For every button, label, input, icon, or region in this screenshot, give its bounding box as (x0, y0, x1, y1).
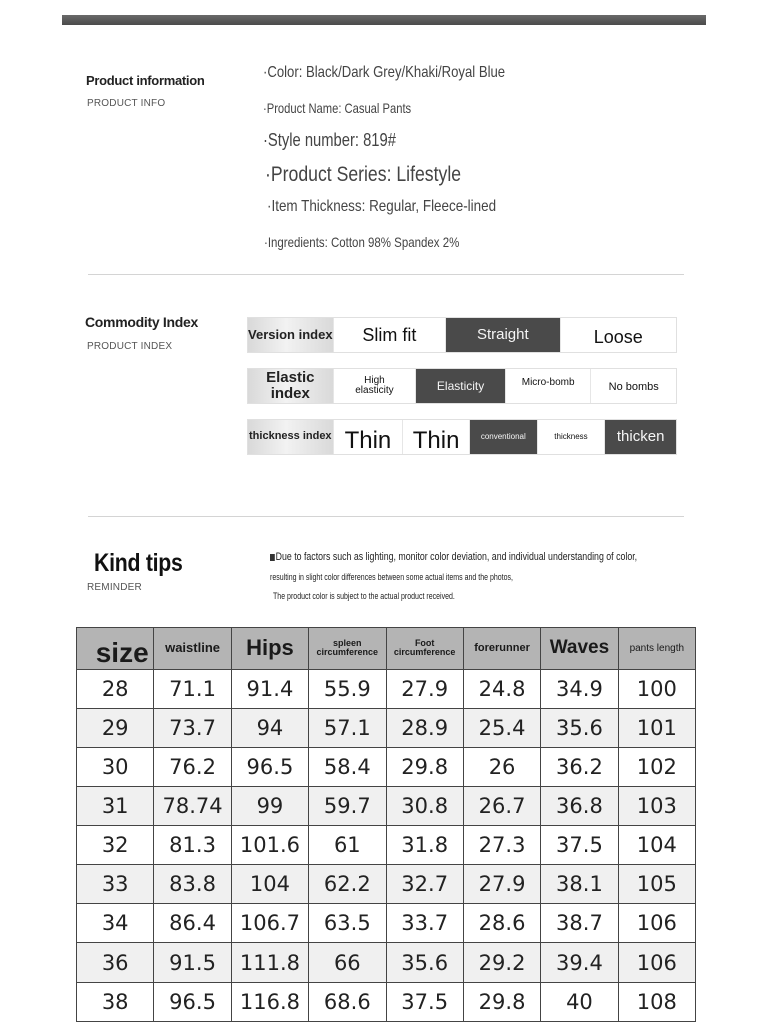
info-color: ·Color: Black/Dark Grey/Khaki/Royal Blue (263, 64, 506, 81)
elastic-index-label: Elastic index (248, 369, 334, 403)
info-product-series: ·Product Series: Lifestyle (265, 163, 462, 186)
cell-foot: 35.6 (386, 943, 463, 982)
kind-tips-subtitle: REMINDER (87, 582, 142, 593)
cell-waistline: 78.74 (154, 787, 231, 826)
cell-spleen: 55.9 (309, 669, 386, 708)
cell-pants-length: 104 (618, 826, 695, 865)
cell-forerunner: 25.4 (463, 708, 540, 747)
option-elasticity-selected: Elasticity (416, 369, 506, 403)
option-slim-fit: Slim fit (334, 318, 446, 352)
size-chart-table (76, 627, 696, 1022)
cell-pants-length: 106 (618, 943, 695, 982)
cell-waves: 34.9 (541, 669, 618, 708)
kind-tips-title: Kind tips (94, 549, 183, 577)
cell-forerunner: 27.3 (463, 826, 540, 865)
cell-forerunner: 26 (463, 747, 540, 786)
cell-forerunner: 26.7 (463, 787, 540, 826)
header-foot-circumference: Foot circumference (386, 628, 463, 670)
header-hips: Hips (231, 628, 308, 670)
table-row (77, 943, 696, 982)
cell-pants-length: 103 (618, 787, 695, 826)
cell-forerunner: 29.8 (463, 982, 540, 1021)
cell-waves: 36.8 (541, 787, 618, 826)
table-row (77, 982, 696, 1021)
cell-hips: 106.7 (231, 904, 308, 943)
option-thickness: thickness (538, 420, 606, 454)
cell-waistline: 76.2 (154, 747, 231, 786)
cell-hips: 99 (231, 787, 308, 826)
option-conventional-selected: conventional (470, 420, 538, 454)
version-index-row (247, 317, 677, 353)
table-row (77, 787, 696, 826)
tips-line-3: The product color is subject to the actual product received. (273, 591, 455, 601)
option-thicken-selected: thicken (605, 420, 676, 454)
cell-hips: 94 (231, 708, 308, 747)
header-waves: Waves (541, 628, 618, 670)
cell-waves: 35.6 (541, 708, 618, 747)
commodity-index-subtitle: PRODUCT INDEX (87, 341, 173, 352)
section-divider (88, 274, 684, 275)
tips-line-2: resulting in slight color differences between some actual items and the photos, (270, 572, 513, 582)
thickness-index-row (247, 419, 677, 455)
cell-pants-length: 108 (618, 982, 695, 1021)
cell-pants-length: 102 (618, 747, 695, 786)
cell-foot: 32.7 (386, 865, 463, 904)
bullet-box-icon (270, 554, 275, 561)
cell-size: 34 (77, 904, 154, 943)
cell-waistline: 71.1 (154, 669, 231, 708)
option-high-elasticity: High elasticity (334, 369, 417, 403)
option-no-bombs: No bombs (608, 381, 659, 394)
table-header-row (77, 628, 696, 670)
info-style-number: ·Style number: 819# (263, 130, 396, 150)
commodity-index-title: Commodity Index (85, 314, 198, 330)
cell-hips: 101.6 (231, 826, 308, 865)
cell-hips: 111.8 (231, 943, 308, 982)
cell-waistline: 86.4 (154, 904, 231, 943)
cell-spleen: 57.1 (309, 708, 386, 747)
option-loose: Loose (593, 326, 643, 347)
product-info-subtitle: PRODUCT INFO (87, 98, 166, 109)
info-product-name: ·Product Name: Casual Pants (263, 100, 412, 116)
cell-waistline: 96.5 (154, 982, 231, 1021)
cell-spleen: 58.4 (309, 747, 386, 786)
cell-spleen: 61 (309, 826, 386, 865)
table-row (77, 669, 696, 708)
cell-pants-length: 105 (618, 865, 695, 904)
cell-spleen: 62.2 (309, 865, 386, 904)
cell-hips: 96.5 (231, 747, 308, 786)
cell-size: 31 (77, 787, 154, 826)
cell-size: 36 (77, 943, 154, 982)
table-row (77, 747, 696, 786)
option-thin-2: Thin (403, 420, 470, 454)
cell-spleen: 66 (309, 943, 386, 982)
cell-waves: 36.2 (541, 747, 618, 786)
cell-waistline: 83.8 (154, 865, 231, 904)
option-micro-bomb: Micro-bomb (506, 369, 592, 403)
cell-foot: 29.8 (386, 747, 463, 786)
cell-spleen: 63.5 (309, 904, 386, 943)
header-pants-length: pants length (618, 628, 695, 670)
header-spleen-circumference: spleen circumference (309, 628, 386, 670)
info-ingredients: ·Ingredients: Cotton 98% Spandex 2% (264, 234, 460, 250)
version-index-label: Version index (248, 318, 334, 352)
cell-waves: 38.7 (541, 904, 618, 943)
cell-foot: 27.9 (386, 669, 463, 708)
header-waistline: waistline (154, 628, 231, 670)
cell-forerunner: 27.9 (463, 865, 540, 904)
cell-size: 38 (77, 982, 154, 1021)
table-row (77, 708, 696, 747)
cell-hips: 91.4 (231, 669, 308, 708)
cell-waistline: 81.3 (154, 826, 231, 865)
table-row (77, 826, 696, 865)
cell-size: 29 (77, 708, 154, 747)
cell-foot: 33.7 (386, 904, 463, 943)
cell-foot: 28.9 (386, 708, 463, 747)
header-forerunner: forerunner (463, 628, 540, 670)
header-size: size (77, 628, 154, 670)
cell-size: 32 (77, 826, 154, 865)
cell-size: 28 (77, 669, 154, 708)
cell-size: 30 (77, 747, 154, 786)
top-bar (62, 15, 706, 25)
tips-line-1 (270, 551, 637, 563)
option-thin-1: Thin (334, 420, 404, 454)
cell-waves: 38.1 (541, 865, 618, 904)
cell-size: 33 (77, 865, 154, 904)
cell-foot: 30.8 (386, 787, 463, 826)
cell-pants-length: 101 (618, 708, 695, 747)
cell-pants-length: 106 (618, 904, 695, 943)
info-thickness: ·Item Thickness: Regular, Fleece-lined (267, 198, 497, 215)
cell-forerunner: 28.6 (463, 904, 540, 943)
cell-forerunner: 24.8 (463, 669, 540, 708)
cell-hips: 104 (231, 865, 308, 904)
thickness-index-label: thickness index (248, 420, 334, 454)
table-row (77, 865, 696, 904)
cell-forerunner: 29.2 (463, 943, 540, 982)
elastic-index-row (247, 368, 677, 404)
tips-line-1-text: Due to factors such as lighting, monitor color deviation, and individual understanding of color, (275, 551, 638, 563)
cell-spleen: 59.7 (309, 787, 386, 826)
cell-waistline: 91.5 (154, 943, 231, 982)
cell-waistline: 73.7 (154, 708, 231, 747)
cell-spleen: 68.6 (309, 982, 386, 1021)
cell-waves: 37.5 (541, 826, 618, 865)
cell-hips: 116.8 (231, 982, 308, 1021)
product-info-title: Product information (86, 73, 205, 88)
cell-waves: 40 (541, 982, 618, 1021)
cell-foot: 31.8 (386, 826, 463, 865)
section-divider (88, 516, 684, 517)
cell-pants-length: 100 (618, 669, 695, 708)
cell-foot: 37.5 (386, 982, 463, 1021)
table-row (77, 904, 696, 943)
cell-waves: 39.4 (541, 943, 618, 982)
option-straight-selected: Straight (446, 318, 560, 352)
